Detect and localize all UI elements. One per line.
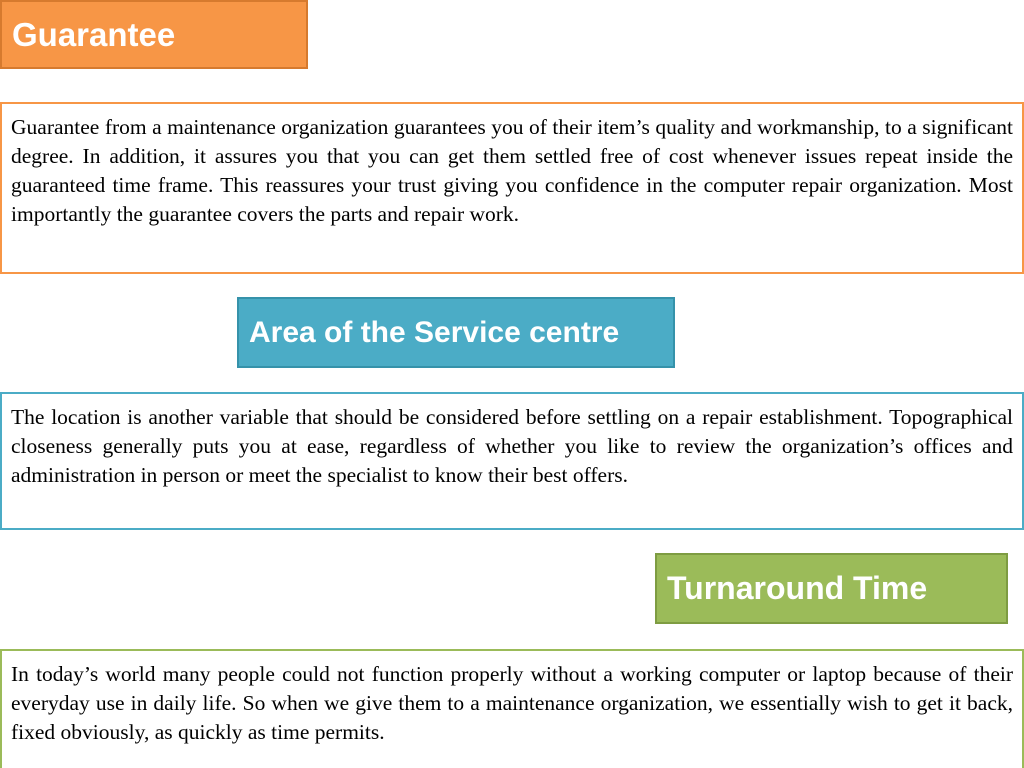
turnaround-heading [655, 553, 1008, 624]
turnaround-paragraph: In today’s world many people could not function properly without a working computer or laptop because of their everyday use in daily life. So when we give them to a maintenance organization, we essentially wish to get it back, fixed obviously, as quickly as time permits. [11, 662, 1013, 744]
guarantee-heading [0, 0, 308, 69]
area-paragraph: The location is another variable that should be considered before settling on a repair establishment. Topographical closeness generally puts you at ease, regardless of whether you like to review the organization’s offices and administration in person or meet the specialist to know their best offers. [11, 405, 1013, 487]
turnaround-heading-label: Turnaround Time [667, 570, 928, 606]
guarantee-paragraph: Guarantee from a maintenance organization guarantees you of their item’s quality and workmanship, to a significant degree. In addition, it assures you that you can get them settled free of cost whenever issues repeat inside the guaranteed time frame. This reassures your trust giving you confidence in the computer repair organization. Most importantly the guarantee covers the parts and repair work. [11, 115, 1013, 226]
turnaround-text-box [0, 649, 1024, 768]
guarantee-text-box [0, 102, 1024, 274]
area-heading [237, 297, 675, 368]
area-text-box [0, 392, 1024, 530]
guarantee-heading-label: Guarantee [12, 15, 176, 53]
area-heading-label: Area of the Service centre [249, 315, 620, 349]
